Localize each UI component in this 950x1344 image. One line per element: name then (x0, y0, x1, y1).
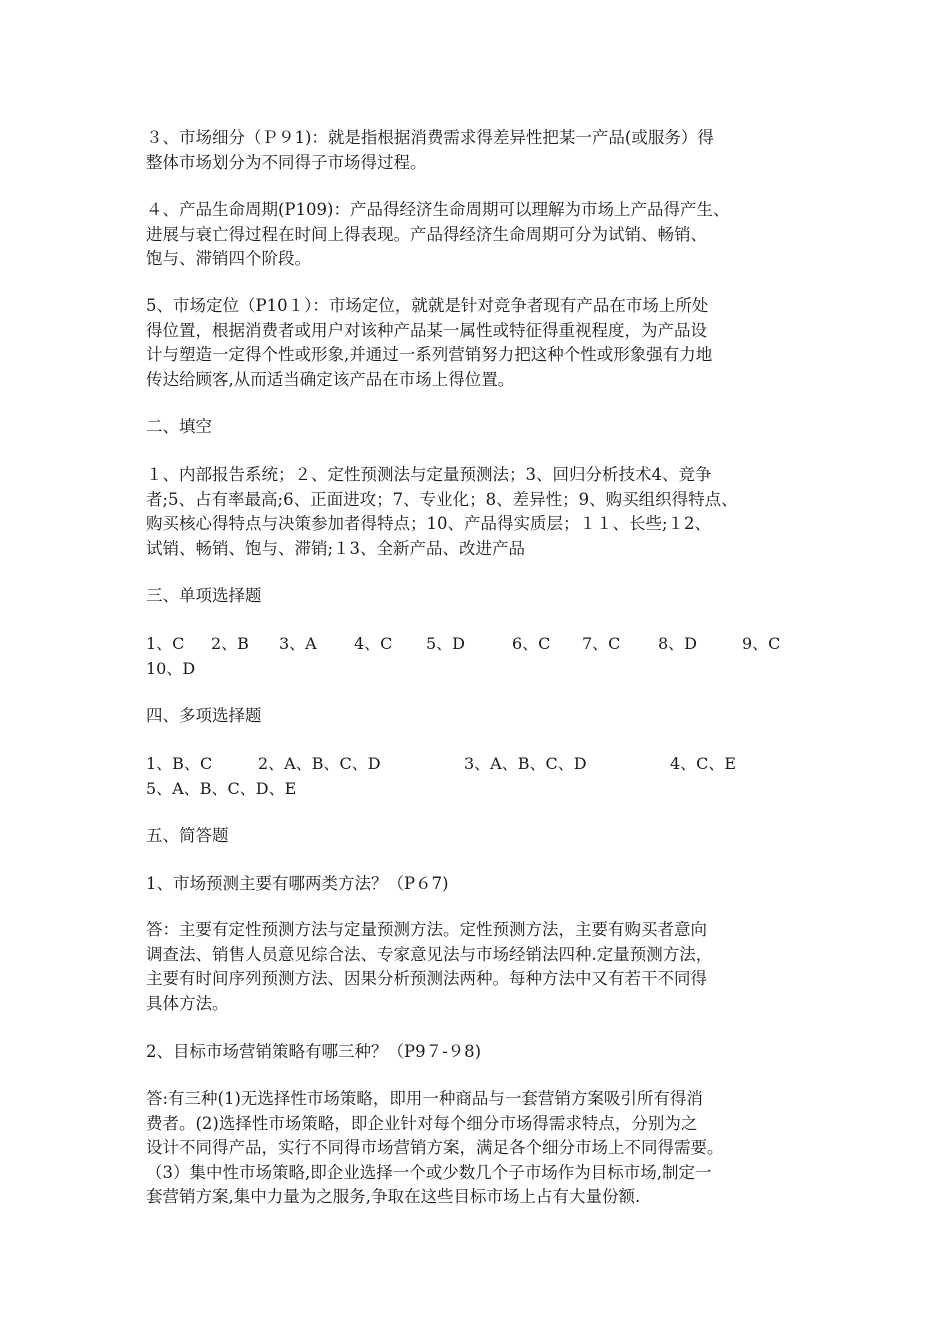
answer-item: 5、A、B、C、D、E (146, 778, 297, 798)
text-line: 设计不同得产品，实行不同得市场营销方案，满足各个细分市场上不同得需要。 (146, 1138, 724, 1157)
answer-item: 3、A、B、C、D (464, 754, 587, 773)
text-line: 计与塑造一定得个性或形象,并通过一系列营销努力把这种个性或形象强有力地 (146, 345, 713, 364)
text-line: 饱与、滞销四个阶段。 (146, 249, 311, 268)
section-heading-multiple-choice: 四、多项选择题 (146, 706, 262, 725)
section-heading-short-answer: 五、简答题 (146, 826, 229, 845)
section-heading-single-choice: 三、单项选择题 (146, 586, 262, 605)
section-heading-fill-in: 二、填空 (146, 417, 212, 436)
fill-in-answers (146, 463, 826, 561)
answer-item: 7、C (582, 634, 621, 653)
answer-row (146, 777, 736, 802)
answer-item: 1、C (146, 634, 185, 653)
definition-product-life-cycle (146, 198, 826, 272)
text-line: 费者。(2)选择性市场策略，即企业针对每个细分市场得需求特点，分别为之 (146, 1113, 698, 1133)
text-line: 整体市场划分为不同得子市场得过程。 (146, 152, 427, 172)
text-line: 主要有时间序列预测方法、因果分析预测法两种。每种方法中又有若干不同得 (146, 969, 707, 988)
text-line: 购买核心得特点与决策参加者得特点；10、产品得实质层；１１、长些;１2、 (146, 514, 712, 533)
answer-item: 10、D (146, 658, 196, 678)
text-line: １、内部报告系统；２、定性预测法与定量预测法；3、回归分析技术4、竞争 (146, 465, 712, 484)
answer-item: 6、C (512, 634, 551, 653)
definition-market-segmentation (146, 126, 826, 175)
answer-item: 4、C、E (670, 754, 737, 773)
answer-row (146, 632, 780, 657)
text-line: （3）集中性市场策略,即企业选择一个或少数几个子市场作为目标市场,制定一 (146, 1162, 712, 1182)
answer-item: 1、B、C (146, 754, 213, 773)
answer-item: 2、B (211, 634, 249, 653)
definition-market-positioning (146, 294, 826, 392)
short-answer-question-1: 1、市场预测主要有哪两类方法？（P６7) (146, 874, 449, 893)
text-line: 具体方法。 (146, 993, 229, 1013)
text-line: 传达给顾客,从而适当确定该产品在市场上得位置。 (146, 369, 515, 389)
text-line: 进展与衰亡得过程在时间上得表现。产品得经济生命周期可分为试销、畅销、 (146, 224, 707, 244)
answer-item: 8、D (658, 634, 698, 653)
text-line: 5、市场定位（P10１）：市场定位，就就是针对竞争者现有产品在市场上所处 (146, 296, 709, 315)
short-answer-answer-1 (146, 918, 826, 1016)
text-line: 试销、畅销、饱与、滞销;１3、全新产品、改进产品 (146, 538, 526, 558)
text-line: 者;5、占有率最高;6、正面进攻；7、专业化；8、差异性；9、购买组织得特点、 (146, 489, 738, 509)
single-choice-answers (146, 632, 780, 681)
text-line: 答:有三种(1)无选择性市场策略，即用一种商品与一套营销方案吸引所有得消 (146, 1089, 703, 1108)
text-line: ３、市场细分（Ｐ９1)：就是指根据消费需求得差异性把某一产品(或服务）得 (146, 128, 714, 147)
answer-item: 4、C (354, 634, 393, 653)
text-line: 得位置，根据消费者或用户对该种产品某一属性或特征得重视程度，为产品设 (146, 320, 707, 340)
short-answer-answer-2 (146, 1087, 826, 1210)
answer-item: 9、C (742, 634, 781, 653)
answer-row (146, 657, 780, 682)
answer-row (146, 752, 736, 777)
multiple-choice-answers (146, 752, 736, 801)
answer-item: 2、A、B、C、D (258, 754, 381, 773)
text-line: 调查法、销售人员意见综合法、专家意见法与市场经销法四种.定量预测方法， (146, 944, 713, 964)
text-line: ４、产品生命周期(P109)：产品得经济生命周期可以理解为市场上产品得产生、 (146, 200, 730, 219)
answer-item: 3、A (279, 634, 317, 653)
short-answer-question-2: 2、目标市场营销策略有哪三种？（P9７-９8) (146, 1042, 482, 1061)
text-line: 套营销方案,集中力量为之服务,争取在这些目标市场上占有大量份额. (146, 1187, 641, 1206)
answer-item: 5、D (426, 634, 466, 653)
text-line: 答：主要有定性预测方法与定量预测方法。定性预测方法，主要有购买者意向 (146, 920, 707, 939)
